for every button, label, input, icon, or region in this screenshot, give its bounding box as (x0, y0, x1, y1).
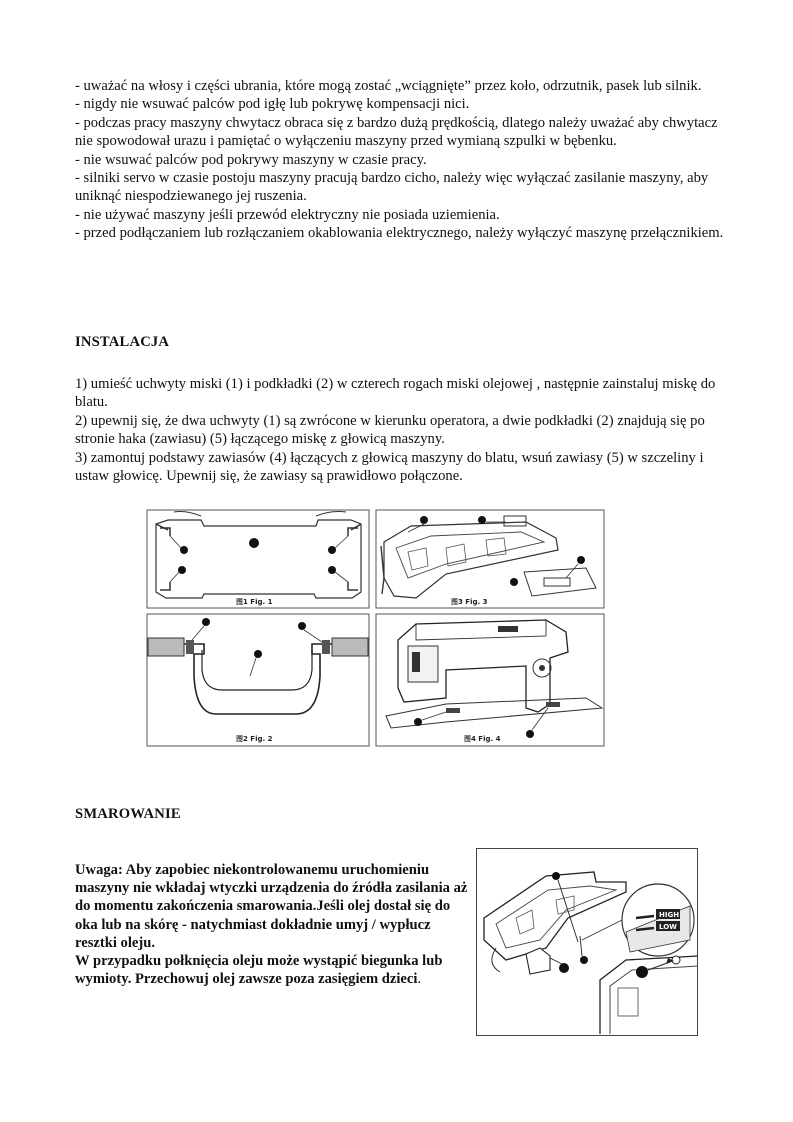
lubrication-warning (75, 861, 470, 988)
safety-list (75, 77, 725, 243)
figure-2-caption: 图2 Fig. 2 (236, 735, 273, 743)
figure-1 (147, 510, 369, 608)
safety-line: - uważać na włosy i części ubrania, które mogą zostać „wciągnięte” przez koło, odrzutnik, pasek lub silnik. (75, 78, 702, 94)
gauge-high-label: HIGH (659, 911, 680, 919)
figure-3 (376, 510, 604, 608)
safety-line: - nigdy nie wsuwać palców pod igłę lub pokrywę kompensacji nici. (75, 96, 470, 113)
installation-step: 1) umieść uchwyty miski (1) i podkładki (2) w czterech rogach miski olejowej , następnie zainstaluj miskę do blatu. (75, 376, 716, 411)
warning-end: . (417, 971, 422, 988)
installation-steps (75, 375, 725, 485)
lubrication-heading: SMAROWANIE (75, 806, 181, 822)
safety-line: - nie używać maszyny jeśli przewód elektryczny nie posiada uziemienia. (75, 206, 500, 223)
figure-4-caption: 图4 Fig. 4 (464, 735, 501, 743)
installation-figures (146, 508, 606, 748)
safety-line: - podczas pracy maszyny chwytacz obraca się z bardzo dużą prędkością, dlatego należy uważać aby chwytacz nie spowodował urazu i pamiętać o wyłączeniu maszyny przed wymianą szpulki w bębenku. (75, 114, 718, 150)
safety-line: - nie wsuwać palców pod pokrywy maszyny w czasie pracy. (75, 151, 427, 168)
warning-text: W przypadku połknięcia oleju może wystąpić biegunka lub wymioty. Przechowuj olej zawsze poza zasięgiem dzieci (75, 953, 443, 988)
warning-paragraph: Uwaga: Aby zapobiec niekontrolowanemu uruchomieniu maszyny nie wkładaj wtyczki urządzenia do źródła zasilania aż do momentu zakończenia smarowania.Jeśli olej dostał się do oka lub na skórę - natychmiast dokładnie umyj / wypłucz resztki oleju. (75, 862, 468, 951)
safety-line: - silniki servo w czasie postoju maszyny pracują bardzo cicho, należy więc wyłączać zasilanie maszyny, aby uniknąć niespodziewanego jej ruszenia. (75, 170, 709, 205)
figure-3-caption: 图3 Fig. 3 (451, 598, 488, 606)
installation-step: 3) zamontuj podstawy zawiasów (4) łączących z głowicą maszyny do blatu, wsuń zawiasy (5) w szczeliny i ustaw głowicę. Upewnij się, że zawiasy są prawidłowo połączone. (75, 449, 704, 485)
safety-line: - przed podłączaniem lub rozłączaniem okablowania elektrycznego, należy wyłączyć maszynę przełącznikiem. (75, 225, 724, 242)
warning-paragraph (75, 952, 470, 988)
figure-2 (147, 614, 369, 746)
gauge-low-label: LOW (659, 923, 677, 931)
figure-4 (376, 614, 604, 746)
installation-step: 2) upewnij się, że dwa uchwyty (1) są zwrócone w kierunku operatora, a dwie podkładki (2) znajdują się po stronie haka (zawiasu) (5) łączącego miskę z głowicą maszyny. (75, 412, 705, 448)
installation-heading: INSTALACJA (75, 334, 170, 350)
figure-1-caption: 图1 Fig. 1 (236, 598, 273, 606)
lubrication-figure (476, 848, 698, 1036)
